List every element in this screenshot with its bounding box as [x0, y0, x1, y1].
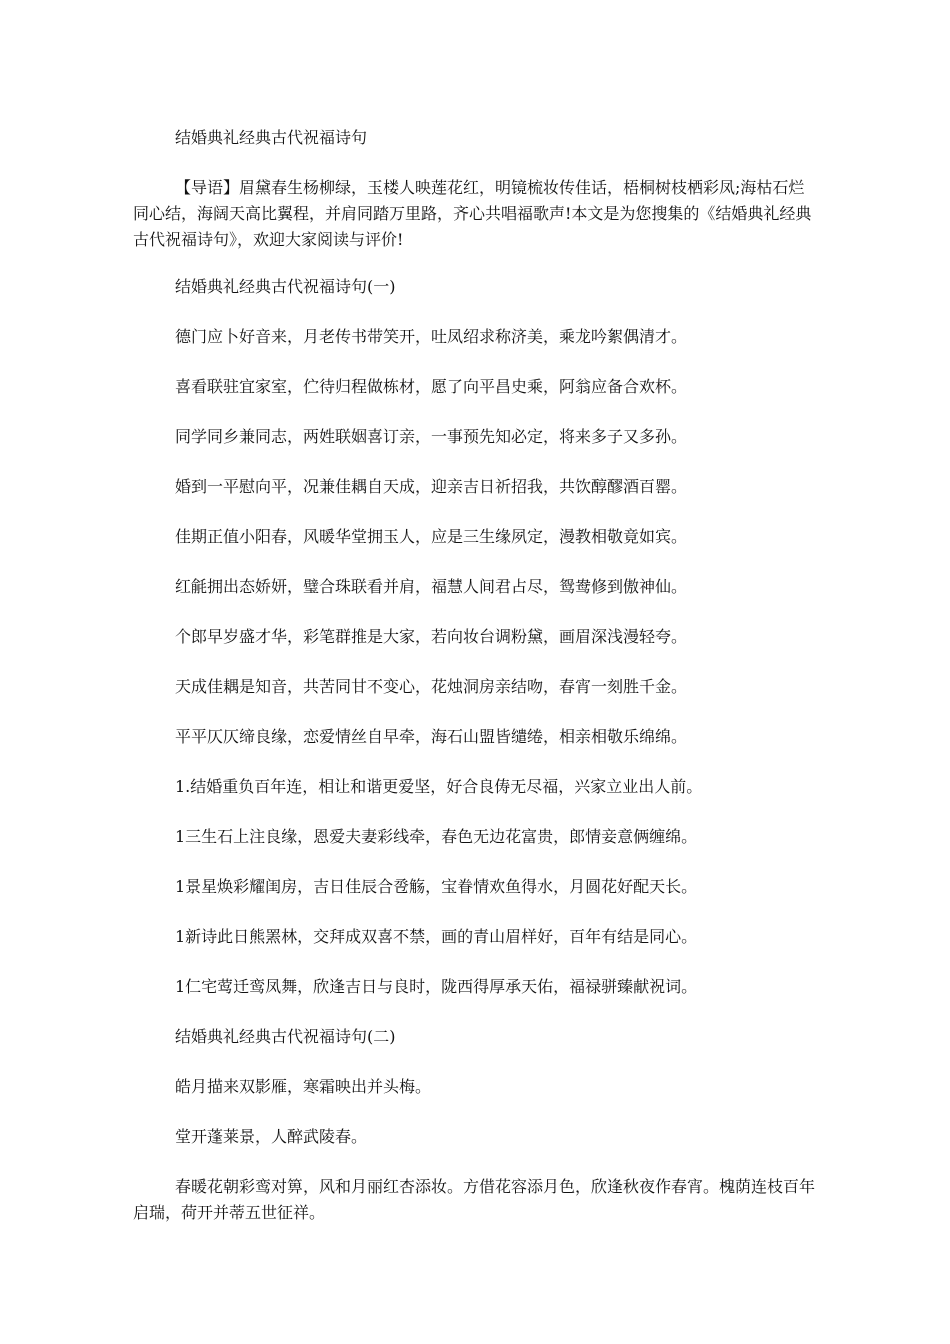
intro-paragraph: 【导语】眉黛春生杨柳绿，玉楼人映莲花红，明镜梳妆传佳话，梧桐树枝栖彩凤;海枯石烂同心结，海阔天高比翼程，并肩同踏万里路，齐心共唱福歌声!本文是为您搜集的《结婚典礼经典古代祝福诗句》，欢迎大家阅读与评价!: [133, 178, 812, 249]
poem-line: 堂开蓬莱景，人醉武陵春。: [175, 1127, 368, 1146]
poem-line: 佳期正值小阳春，风暖华堂拥玉人，应是三生缘夙定，漫教相敬竟如宾。: [175, 527, 688, 546]
section-1-heading: 结婚典礼经典古代祝福诗句(一): [175, 277, 396, 296]
poem-line: 1仁宅莺迁鸾凤舞，欣逢吉日与良时，陇西得厚承天佑，福禄骈臻献祝词。: [175, 977, 698, 996]
poem-line: 喜看联驻宜家室，伫待归程做栋材，愿了向平昌史乘，阿翁应备合欢杯。: [175, 377, 688, 396]
section-2-heading: 结婚典礼经典古代祝福诗句(二): [175, 1027, 396, 1046]
poem-line: 皓月描来双影雁，寒霜映出并头梅。: [175, 1077, 432, 1096]
section-2-paragraph: 春暖花朝彩鸾对箅，风和月丽红杏添妆。方借花容添月色，欣逢秋夜作春宵。槐荫连枝百年启瑞，荷开并蒂五世征祥。: [133, 1177, 816, 1222]
poem-line: 1.结婚重负百年连，相让和谐更爱坚，好合良俦无尽福，兴家立业出人前。: [175, 777, 703, 796]
poem-line: 1景星焕彩耀闺房，吉日佳辰合卺觞，宝眷情欢鱼得水，月圆花好配天长。: [175, 877, 698, 896]
poem-line: 德门应卜好音来，月老传书带笑开，吐凤绍求称济美，乘龙吟絮偶清才。: [175, 327, 688, 346]
poem-line: 红毹拥出态娇妍，璧合珠联看并肩，福慧人间君占尽，鸳鸯修到傲神仙。: [175, 577, 688, 596]
poem-line: 1新诗此日熊罴林，交拜成双喜不禁，画的青山眉样好，百年有结是同心。: [175, 927, 698, 946]
poem-line: 个郎早岁盛才华，彩笔群推是大家，若向妆台调粉黛，画眉深浅漫轻夸。: [175, 627, 688, 646]
poem-line: 平平仄仄缔良缘，恋爱情丝自早牵，海石山盟皆缱绻，相亲相敬乐绵绵。: [175, 727, 688, 746]
poem-line: 同学同乡兼同志，两姓联姻喜订亲，一事预先知必定，将来多子又多孙。: [175, 427, 688, 446]
poem-line: 天成佳耦是知音，共苦同甘不变心，花烛洞房亲结吻，春宵一刻胜千金。: [175, 677, 688, 696]
document-title: 结婚典礼经典古代祝福诗句: [175, 128, 368, 147]
poem-line: 婚到一平慰向平，况兼佳耦自天成，迎亲吉日祈招我，共饮醇醪酒百罂。: [175, 477, 688, 496]
poem-line: 1三生石上注良缘，恩爱夫妻彩线牵，春色无边花富贵，郎情妾意俩缠绵。: [175, 827, 698, 846]
